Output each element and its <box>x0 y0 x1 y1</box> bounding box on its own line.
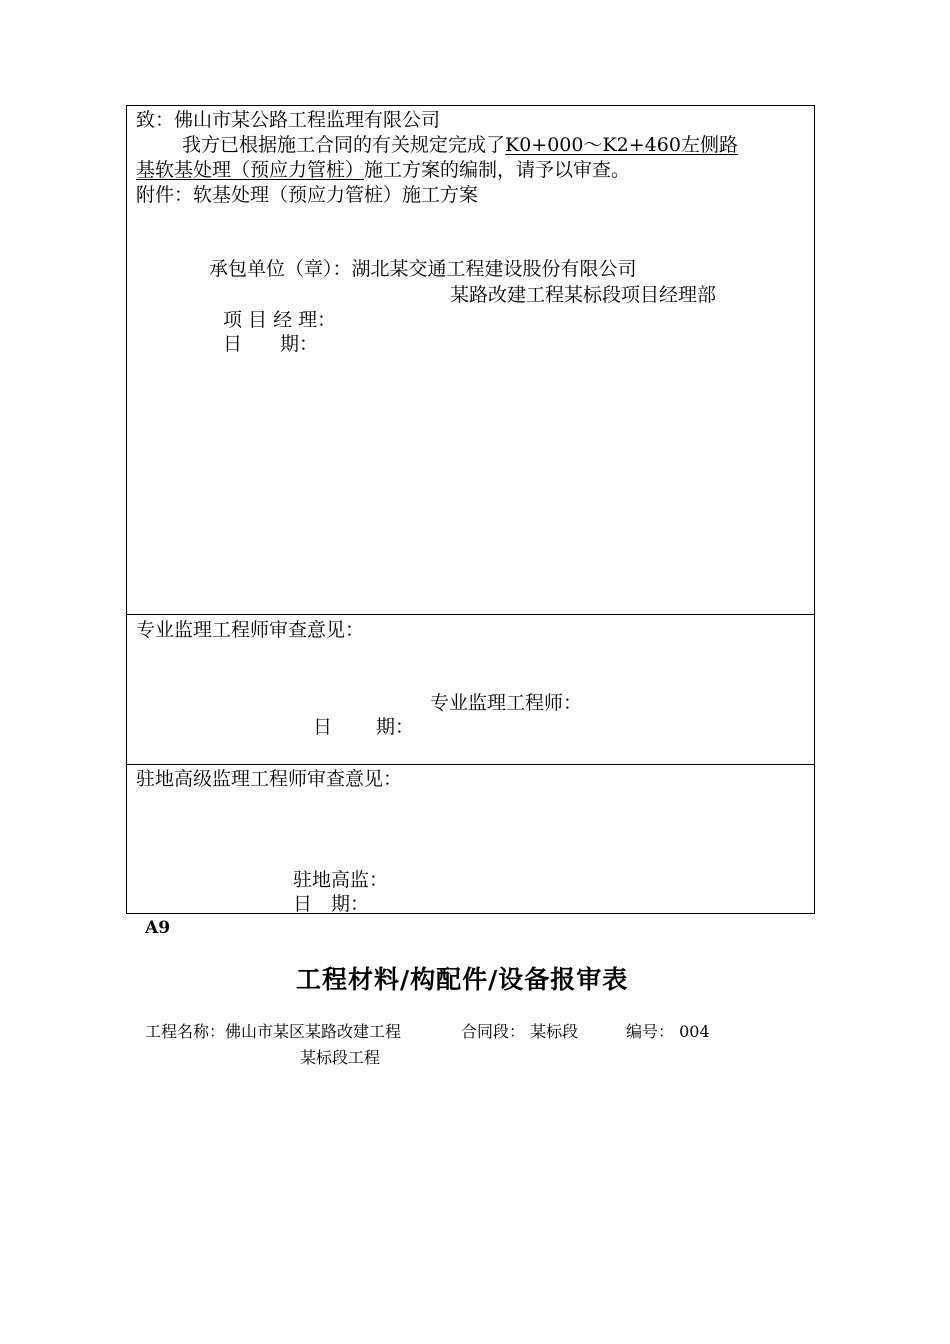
contractor-date-label: 日 期： <box>223 333 319 355</box>
form-code: A9 <box>145 918 171 938</box>
project-name-label: 工程名称： <box>145 1022 226 1041</box>
engineer-review-section <box>127 615 814 765</box>
contractor-submission-section <box>127 106 814 615</box>
contractor-line <box>209 257 637 281</box>
senior-engineer-review-section <box>127 765 814 915</box>
addressee-line: 致：佛山市某公路工程监理有限公司 <box>136 109 441 131</box>
scope-range-text: K0+000～K2+460左侧路 <box>505 134 738 156</box>
document-number-field <box>626 1019 710 1042</box>
contract-section-value: 某标段 <box>530 1022 579 1041</box>
project-info-line <box>145 1019 401 1042</box>
project-name-value: 佛山市某区某路改建工程 <box>225 1022 402 1041</box>
body-prefix: 我方已根据施工合同的有关规定完成了 <box>182 134 506 156</box>
project-name-continuation: 某标段工程 <box>300 1048 381 1067</box>
contractor-name: 湖北某交通工程建设股份有限公司 <box>351 258 637 280</box>
form-title: 工程材料/构配件/设备报审表 <box>296 965 629 994</box>
submission-body-line2 <box>136 158 630 182</box>
attachment-line: 附件：软基处理（预应力管桩）施工方案 <box>136 184 479 206</box>
senior-signer-label: 驻地高监： <box>293 869 389 891</box>
engineer-review-heading: 专业监理工程师审查意见： <box>136 619 365 641</box>
senior-review-heading: 驻地高级监理工程师审查意见： <box>136 768 403 790</box>
contractor-department: 某路改建工程某标段项目经理部 <box>450 284 717 306</box>
document-number-value: 004 <box>679 1022 710 1041</box>
senior-date-label: 日 期： <box>293 893 370 915</box>
body-suffix: 施工方案的编制，请予以审查。 <box>364 159 631 181</box>
document-number-label: 编号： <box>626 1022 675 1041</box>
engineer-signer-label: 专业监理工程师： <box>430 692 583 714</box>
engineer-date-label: 日 期： <box>313 716 415 738</box>
submission-form-table <box>126 105 815 914</box>
project-manager-label: 项 目 经 理： <box>223 309 337 331</box>
submission-body-line1 <box>182 133 738 157</box>
contractor-label: 承包单位（章）： <box>209 258 352 280</box>
scope-work-text: 基软基处理（预应力管桩） <box>136 159 365 181</box>
contract-section-field <box>461 1019 578 1042</box>
contract-section-label: 合同段： <box>461 1022 526 1041</box>
